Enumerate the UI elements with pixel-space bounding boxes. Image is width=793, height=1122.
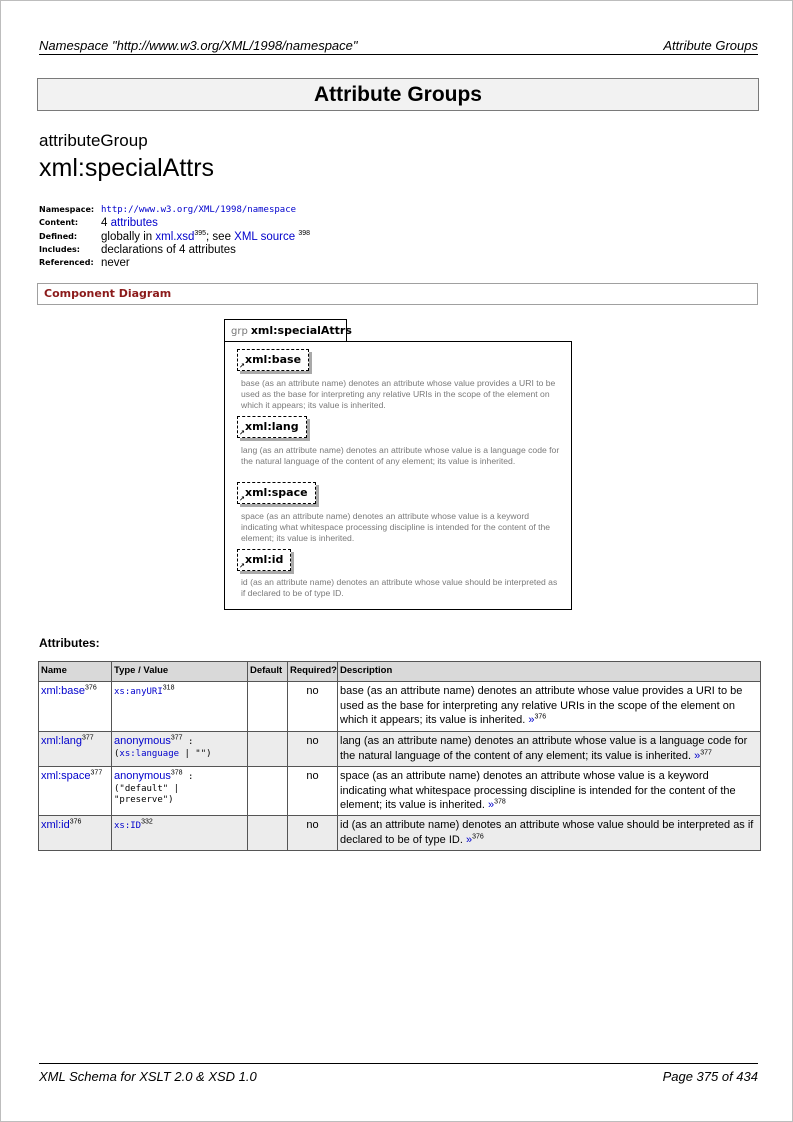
more-link[interactable]: » — [465, 833, 473, 846]
attr-name-cell — [39, 816, 112, 851]
diagram-attr-label: xml:lang — [245, 420, 299, 433]
attr-desc-cell — [338, 767, 761, 816]
attributes-table — [38, 661, 761, 851]
page-ref: 378 — [170, 769, 183, 777]
attributes-heading: Attributes: — [39, 636, 100, 650]
more-link[interactable]: » — [487, 799, 495, 812]
attr-desc-text: base (as an attribute name) denotes an attribute whose value provides a URI to be used as the base for interpreting any relative URIs in the scope of the element on which it appears; its value is inherited. — [340, 685, 743, 727]
attr-desc-text: space (as an attribute name) denotes an attribute whose value is a keyword indicating what whitespace processing discipline is intended for the content of the element; its value is inherited. — [340, 770, 736, 812]
component-diagram-heading: Component Diagram — [37, 283, 758, 305]
prop-label: Referenced: — [39, 258, 94, 268]
running-header — [39, 38, 758, 55]
table-row — [39, 732, 761, 767]
page-ref: 378 — [494, 798, 506, 806]
column-header: Description — [338, 662, 761, 682]
page-ref: 377 — [81, 734, 94, 742]
attr-required-cell: no — [288, 767, 338, 816]
prop-label: Content: — [39, 218, 79, 228]
page-ref: 376 — [85, 684, 97, 692]
component-kind: attributeGroup — [39, 131, 148, 150]
defined-sep: ; see — [206, 230, 231, 243]
page-title: Attribute Groups — [37, 78, 759, 111]
type-link[interactable]: xs:anyURI — [114, 687, 163, 697]
table-row — [39, 767, 761, 816]
page-ref: 398 — [298, 229, 310, 237]
group-prefix: grp — [231, 326, 248, 337]
link-arrow-icon: ↗ — [239, 495, 245, 503]
link-arrow-icon: ↗ — [239, 362, 245, 370]
type-link[interactable]: anonymous — [114, 770, 171, 782]
namespace-link[interactable]: http://www.w3.org/XML/1998/namespace — [101, 205, 297, 215]
attr-required-cell: no — [288, 682, 338, 732]
attr-name-link[interactable]: xml:id — [41, 819, 70, 831]
content-count: 4 — [101, 217, 108, 230]
attr-name-cell — [39, 682, 112, 732]
attr-name-link[interactable]: xml:base — [41, 685, 86, 697]
page-number: Page 375 of 434 — [662, 1069, 758, 1084]
header-section: Attribute Groups — [663, 38, 758, 53]
attr-desc-text: id (as an attribute name) denotes an attribute whose value should be interpreted as if declared to be of type ID. — [340, 819, 754, 846]
attr-desc-cell — [338, 732, 761, 767]
column-header: Name — [39, 662, 112, 682]
page-ref: 332 — [141, 818, 153, 826]
more-link[interactable]: » — [694, 749, 701, 762]
diagram-attr-label: xml:id — [245, 553, 284, 566]
header-namespace: Namespace "http://www.w3.org/XML/1998/namespace" — [39, 38, 358, 53]
type-colon: : — [182, 772, 194, 782]
type-enum-line: ("default" | — [114, 783, 180, 794]
page-ref: 377 — [90, 769, 103, 777]
diagram-attr-desc: base (as an attribute name) denotes an attribute whose value provides a URI to be used as the base for interpreting any relative URIs in the scope of the element on which it appears; its value is inherited. — [241, 378, 556, 410]
table-header-row — [39, 662, 761, 682]
diagram-attr-desc: space (as an attribute name) denotes an attribute whose value is a keyword indicating what whitespace processing discipline is intended for the content of the element; its value is inherited. — [241, 511, 551, 543]
attr-required-cell: no — [288, 732, 338, 767]
attr-type-cell — [112, 682, 248, 732]
attr-required-cell: no — [288, 816, 338, 851]
column-header: Type / Value — [112, 662, 248, 682]
table-row — [39, 816, 761, 851]
page-ref: 395 — [194, 229, 207, 237]
attr-type-cell — [112, 816, 248, 851]
prop-value — [101, 217, 158, 229]
defined-file-link[interactable]: xml.xsd — [155, 230, 195, 243]
attr-name-link[interactable]: xml:space — [41, 770, 91, 782]
attr-desc-cell — [338, 682, 761, 732]
column-header: Required? — [288, 662, 338, 682]
diagram-attr-label: xml:base — [245, 353, 302, 366]
page-ref: 318 — [162, 684, 175, 692]
page-ref: 377 — [700, 748, 712, 756]
page-ref: 376 — [69, 818, 82, 826]
attr-name-cell — [39, 732, 112, 767]
prop-label: Defined: — [39, 231, 78, 241]
group-tab — [224, 319, 352, 342]
type-enum-line: "preserve") — [114, 794, 174, 805]
type-link[interactable]: xs:ID — [114, 821, 142, 831]
table-row — [39, 682, 761, 732]
running-footer — [39, 1063, 758, 1087]
attr-desc-text: lang (as an attribute name) denotes an attribute whose value is a language code for the natural language of the content of any element; its value is inherited. — [340, 735, 748, 762]
footer-title: XML Schema for XSLT 2.0 & XSD 1.0 — [39, 1069, 257, 1084]
type-rest: | "") — [179, 748, 212, 759]
attr-default-cell — [248, 732, 288, 767]
page-ref: 376 — [472, 832, 484, 840]
page-ref: 376 — [534, 713, 547, 721]
attr-type-cell — [112, 732, 248, 767]
attr-desc-cell — [338, 816, 761, 851]
type-open: ( — [114, 748, 120, 759]
attr-name-cell — [39, 767, 112, 816]
attr-default-cell — [248, 682, 288, 732]
type-link[interactable]: anonymous — [114, 735, 171, 747]
diagram-attr-lang[interactable] — [237, 416, 307, 438]
diagram-attr-label: xml:space — [245, 486, 308, 499]
prop-label: Includes: — [39, 244, 80, 254]
content-attributes-link[interactable]: attributes — [110, 217, 158, 230]
prop-label: Namespace: — [39, 205, 95, 214]
group-name: xml:specialAttrs — [250, 324, 352, 337]
type-link[interactable]: xs:language — [119, 748, 180, 759]
column-header: Default — [248, 662, 288, 682]
attr-default-cell — [248, 816, 288, 851]
component-name: xml:specialAttrs — [39, 154, 215, 182]
attr-default-cell — [248, 767, 288, 816]
prop-value: declarations of 4 attributes — [101, 243, 236, 256]
prop-value — [101, 231, 310, 243]
attr-type-cell — [112, 767, 248, 816]
type-colon: : — [182, 737, 194, 747]
link-arrow-icon: ↗ — [239, 429, 245, 437]
page-ref: 377 — [170, 734, 183, 742]
defined-prefix: globally in — [101, 230, 153, 243]
diagram-attr-space[interactable] — [237, 482, 316, 504]
diagram-attr-desc: id (as an attribute name) denotes an attribute whose value should be interpreted as if declared to be of type ID. — [241, 577, 558, 598]
link-arrow-icon: ↗ — [239, 562, 245, 570]
more-link[interactable]: » — [528, 714, 535, 727]
attr-name-link[interactable]: xml:lang — [41, 735, 82, 747]
xml-source-link[interactable]: XML source — [234, 230, 296, 243]
diagram-attr-base[interactable] — [237, 349, 309, 371]
diagram-attr-id[interactable] — [237, 549, 291, 571]
diagram-attr-desc: lang (as an attribute name) denotes an attribute whose value is a language code for the natural language of the content of any element; its value is inherited. — [241, 445, 560, 466]
prop-value: never — [101, 257, 130, 270]
